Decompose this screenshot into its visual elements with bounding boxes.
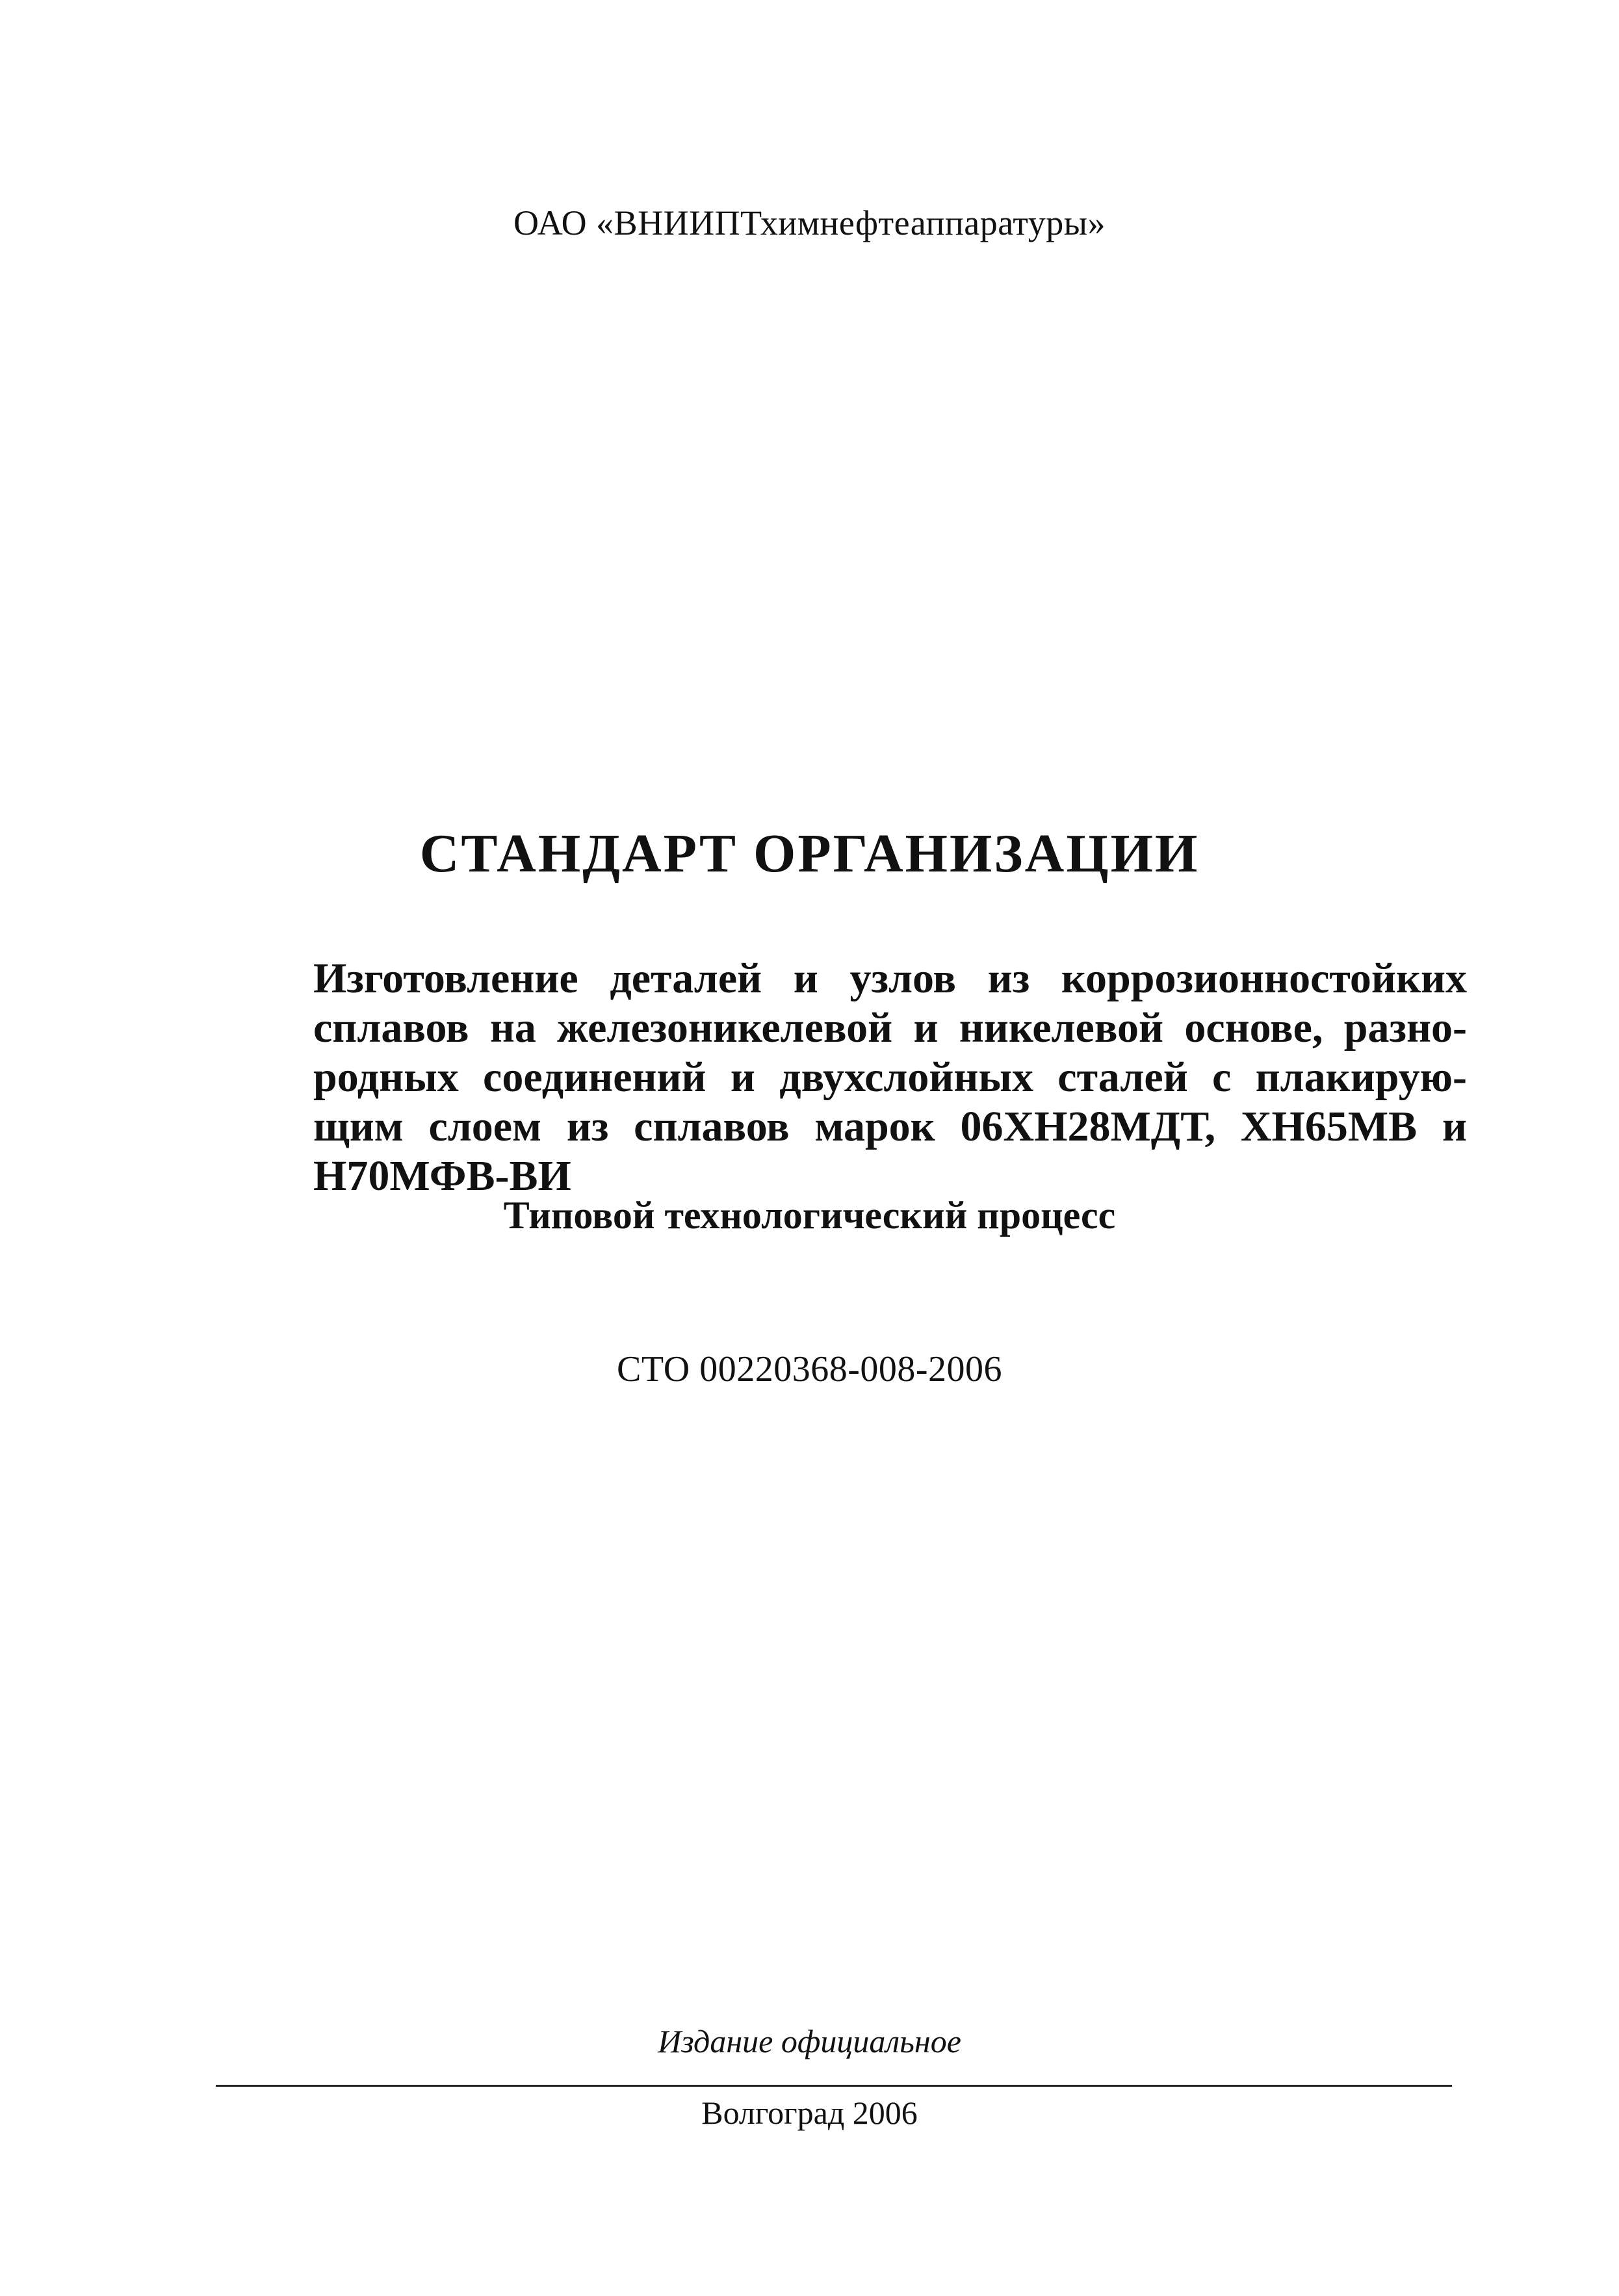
place-and-year: Волгоград 2006	[701, 2095, 918, 2131]
edition-note: Издание официальное	[658, 2023, 961, 2059]
title-line: щим слоем из сплавов марок 06ХН28МДТ, ХН65МВ и	[313, 1103, 1467, 1150]
standard-heading: СТАНДАРТ ОРГАНИЗАЦИИ	[419, 823, 1200, 884]
title-line: Н70МФВ-ВИ	[313, 1152, 571, 1200]
document-title	[313, 954, 1467, 1201]
title-line: сплавов на железоникелевой и никелевой основе, разно-	[313, 1004, 1467, 1051]
divider-line	[216, 2085, 1452, 2087]
title-line: родных соединений и двухслойных сталей с плакирую-	[313, 1053, 1467, 1101]
organization-name: ОАО «ВНИИПТхимнефтеаппаратуры»	[513, 203, 1106, 242]
standard-designation: СТО 00220368-008-2006	[616, 1349, 1003, 1389]
document-subtitle: Типовой технологический процесс	[503, 1194, 1116, 1237]
title-line: Изготовление деталей и узлов из коррозионностойких	[313, 955, 1467, 1002]
